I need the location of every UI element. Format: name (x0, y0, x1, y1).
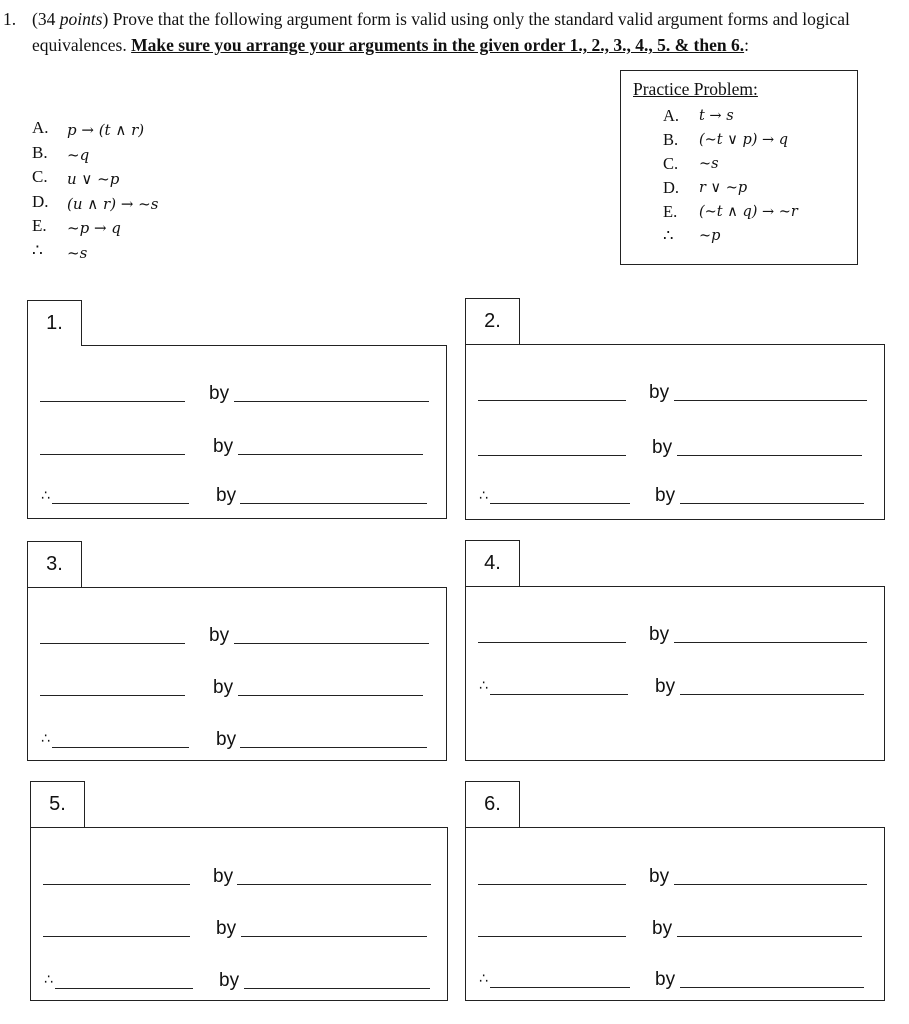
premise-conclusion: ~s (67, 243, 88, 262)
question-number: 1. (3, 9, 17, 29)
reason-blank[interactable] (680, 503, 864, 504)
by-label: by (655, 969, 676, 990)
conclusion-blank[interactable] (490, 987, 630, 988)
practice-label: E. (663, 202, 678, 221)
practice-label: B. (663, 130, 679, 149)
statement-blank[interactable] (40, 401, 185, 402)
question-colon: : (744, 35, 749, 55)
premise-expression: p → (t ∧ r) (67, 121, 145, 139)
step-4-tab: 4. (465, 540, 520, 586)
by-label: by (652, 437, 673, 458)
therefore-symbol: ∴ (41, 488, 50, 504)
by-label: by (219, 970, 240, 991)
premise-label: D. (32, 191, 49, 211)
therefore-symbol: ∴ (663, 226, 674, 245)
reason-blank[interactable] (240, 503, 427, 504)
reason-blank[interactable] (674, 400, 867, 401)
by-label: by (655, 676, 676, 697)
by-label: by (213, 436, 234, 457)
practice-conclusion: ~p (699, 228, 721, 244)
statement-blank[interactable] (478, 936, 626, 937)
statement-blank[interactable] (478, 884, 626, 885)
by-label: by (209, 383, 230, 404)
practice-expression: (~t ∧ q) → ~r (699, 204, 798, 220)
reason-blank[interactable] (244, 988, 430, 989)
practice-expression: t → s (699, 108, 734, 124)
practice-expression: ~s (699, 156, 719, 172)
reason-blank[interactable] (677, 936, 862, 937)
by-label: by (213, 866, 234, 887)
by-label: by (213, 677, 234, 698)
reason-blank[interactable] (680, 987, 864, 988)
reason-blank[interactable] (677, 455, 862, 456)
statement-blank[interactable] (478, 642, 626, 643)
by-label: by (649, 624, 670, 645)
reason-blank[interactable] (241, 936, 427, 937)
premise-expression: ~p → q (67, 219, 121, 237)
therefore-symbol: ∴ (44, 972, 53, 988)
therefore-symbol: ∴ (479, 971, 488, 987)
step-2-box (465, 344, 885, 520)
premise-expression: (u ∧ r) → ~s (67, 194, 159, 213)
step-1-tab: 1. (27, 300, 82, 346)
premise-expression: u ∨ ~p (67, 170, 120, 188)
conclusion-blank[interactable] (55, 988, 193, 989)
reason-blank[interactable] (674, 642, 867, 643)
practice-expression: (~t ∨ p) → q (699, 132, 789, 148)
reason-blank[interactable] (234, 401, 429, 402)
statement-blank[interactable] (478, 400, 626, 401)
by-label: by (209, 625, 230, 646)
premise-label: A. (32, 118, 49, 137)
question-intro: ) Prove that the following argument form is valid using only the standard valid argument forms and logical equivalences. (32, 9, 850, 55)
conclusion-blank[interactable] (52, 503, 189, 504)
step-3-tab: 3. (27, 541, 82, 587)
step-6-tab: 6. (465, 781, 520, 827)
premise-expression: ~q (67, 145, 90, 164)
therefore-symbol: ∴ (479, 488, 488, 504)
statement-blank[interactable] (43, 884, 190, 885)
by-label: by (649, 866, 670, 887)
reason-blank[interactable] (237, 884, 431, 885)
conclusion-blank[interactable] (490, 694, 628, 695)
reason-blank[interactable] (238, 695, 423, 696)
step-5-box (30, 827, 448, 1001)
therefore-symbol: ∴ (32, 240, 43, 260)
by-label: by (652, 918, 673, 939)
statement-blank[interactable] (43, 936, 190, 937)
practice-title-colon: : (753, 79, 758, 99)
by-label: by (216, 729, 237, 750)
question-points-word: points (59, 9, 103, 29)
premise-label: E. (32, 216, 47, 235)
reason-blank[interactable] (240, 747, 427, 748)
statement-blank[interactable] (40, 695, 185, 696)
step-5-tab: 5. (30, 781, 85, 827)
step-6-box (465, 827, 885, 1001)
step-3-box (27, 587, 447, 761)
practice-label: D. (663, 178, 680, 197)
reason-blank[interactable] (238, 454, 423, 455)
premise-label: C. (32, 167, 48, 186)
practice-title-text: Practice Problem (633, 79, 754, 99)
premise-label: B. (32, 142, 48, 162)
question-text (32, 6, 872, 58)
practice-problem-title (633, 79, 758, 100)
by-label: by (216, 485, 237, 506)
reason-blank[interactable] (680, 694, 864, 695)
reason-blank[interactable] (234, 643, 429, 644)
step-1-box (27, 345, 447, 519)
question-instruction: Make sure you arrange your arguments in the given order 1., 2., 3., 4., 5. & then 6. (131, 35, 745, 55)
conclusion-blank[interactable] (490, 503, 630, 504)
statement-blank[interactable] (40, 643, 185, 644)
conclusion-blank[interactable] (52, 747, 189, 748)
statement-blank[interactable] (40, 454, 185, 455)
question-points-open: (34 (32, 9, 60, 29)
practice-problem-box (620, 70, 858, 265)
by-label: by (649, 382, 670, 403)
practice-expression: r ∨ ~p (699, 180, 748, 196)
practice-label: A. (663, 106, 680, 125)
by-label: by (216, 918, 237, 939)
therefore-symbol: ∴ (479, 678, 488, 694)
step-4-box (465, 586, 885, 761)
practice-label: C. (663, 154, 679, 173)
step-2-tab: 2. (465, 298, 520, 344)
therefore-symbol: ∴ (41, 731, 50, 747)
reason-blank[interactable] (674, 884, 867, 885)
statement-blank[interactable] (478, 455, 626, 456)
by-label: by (655, 485, 676, 506)
